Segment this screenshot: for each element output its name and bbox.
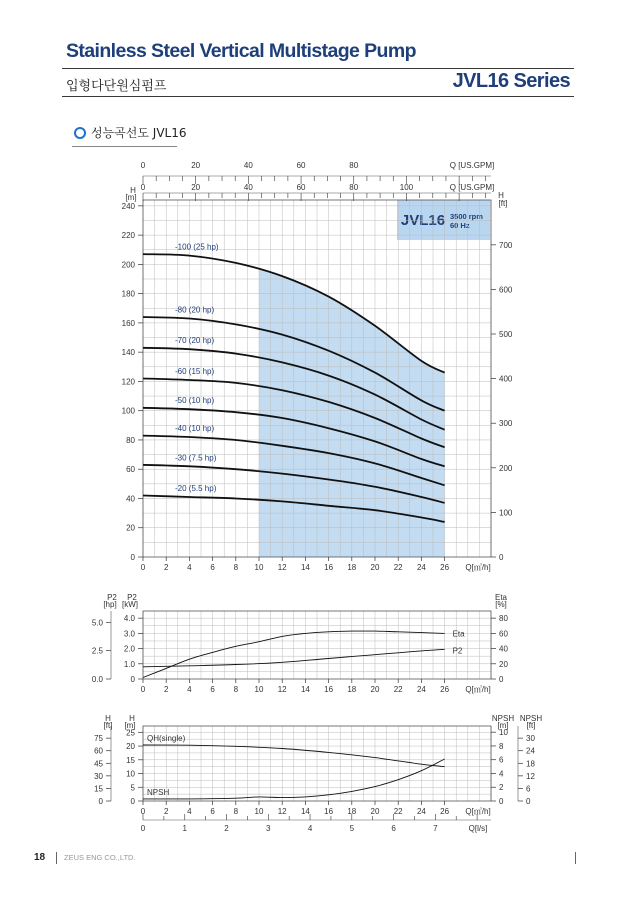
axis-label-y-right: H (498, 191, 504, 200)
ls-axis-tick-label: 2 (224, 824, 229, 833)
footer-divider (56, 852, 57, 864)
tick-label-y-ft: 75 (94, 734, 103, 744)
gpm-axis-upper-tick-label: 40 (243, 161, 253, 170)
tick-label-x: 26 (440, 563, 450, 572)
power-curve-label: P2 (452, 646, 463, 656)
tick-label-x: 24 (416, 685, 426, 694)
axis-label-x: Q[㎥/h] (465, 563, 491, 572)
tick-label-x: 22 (393, 563, 403, 572)
tick-label-y-npsh-ft: 6 (526, 784, 531, 794)
tick-label-y-eta: 20 (499, 659, 508, 669)
axis-unit-npsh-ft: [ft] (526, 721, 536, 730)
tick-label-y-left: 60 (126, 465, 135, 475)
subtitle-korean: 입형다단원심펌프 (66, 79, 167, 94)
tick-label-y-right: 0 (499, 553, 504, 562)
axis-unit-kw: [kW] (122, 600, 138, 609)
tick-label-x: 20 (370, 807, 380, 816)
ls-axis-tick-label: 1 (182, 824, 187, 833)
tick-label-y-hp: 0.0 (91, 675, 103, 684)
tick-label-y-right: 300 (499, 419, 513, 429)
head-curve-label: -50 (10 hp) (175, 396, 215, 406)
axis-label-kw: P2 (127, 593, 137, 602)
tick-label-y-left: 200 (121, 260, 135, 270)
head-curve-label: -40 (10 hp) (175, 424, 215, 434)
axis-label-hp: P2 (107, 593, 117, 602)
tick-label-x: 24 (416, 807, 426, 816)
head-curve-label: -30 (7.5 hp) (175, 453, 217, 463)
axis-unit-npsh-m: [m] (497, 721, 509, 730)
tick-label-x: 6 (210, 685, 215, 694)
tick-label-y-left: 240 (121, 201, 135, 211)
tick-label-x: 20 (370, 563, 380, 572)
tick-label-y-npsh-m: 8 (499, 741, 504, 751)
axis-label-npsh-m: NPSH (491, 714, 515, 723)
tick-label-x: 14 (300, 563, 310, 572)
axis-label-x: Q[㎥/h] (465, 807, 491, 816)
ls-axis-tick-label: 7 (433, 824, 438, 833)
gpm-axis-lower-label: Q [US.GPM] (449, 183, 495, 192)
tick-label-x: 18 (347, 807, 357, 816)
page-title: Stainless Steel Vertical Multistage Pump (66, 40, 416, 62)
tick-label-y-kw: 3.0 (123, 629, 135, 639)
tick-label-y-npsh-m: 4 (499, 769, 504, 779)
gpm-axis-upper-label: Q [US.GPM] (449, 161, 495, 170)
tick-label-x: 26 (440, 685, 450, 694)
tick-label-y-ft: 60 (94, 746, 103, 756)
tick-label-y-m: 20 (126, 742, 135, 752)
axis-unit-y-left: [m] (125, 193, 137, 202)
tick-label-x: 2 (163, 685, 169, 694)
model-rpm: 3500 rpm (450, 212, 483, 221)
tick-label-y-m: 5 (130, 783, 135, 793)
tick-label-y-left: 80 (126, 435, 135, 445)
tick-label-y-npsh-ft: 30 (526, 734, 535, 744)
tick-label-y-right: 100 (499, 508, 513, 518)
qh-single-curve-label: QH(single) (147, 733, 186, 743)
tick-label-y-m: 0 (130, 797, 135, 806)
tick-label-y-kw: 4.0 (123, 614, 135, 624)
head-curve-label: -60 (15 hp) (175, 366, 215, 376)
tick-label-x: 8 (233, 807, 239, 816)
tick-label-x: 4 (187, 685, 192, 694)
tick-label-y-left: 160 (121, 318, 135, 328)
tick-label-y-kw: 2.0 (123, 644, 135, 654)
gpm-axis-lower-tick-label: 20 (191, 183, 201, 192)
axis-label-m: H (129, 714, 135, 723)
tick-label-x: 4 (187, 563, 192, 572)
ls-axis-tick-label: 6 (391, 824, 396, 833)
tick-label-y-right: 700 (499, 240, 513, 250)
tick-label-y-ft: 45 (94, 759, 103, 769)
tick-label-y-m: 15 (126, 755, 135, 765)
tick-label-x: 10 (254, 807, 264, 816)
tick-label-x: 10 (254, 563, 264, 572)
footer-right-divider (575, 852, 576, 864)
model-freq: 60 Hz (450, 221, 470, 230)
tick-label-y-left: 180 (121, 289, 135, 299)
ls-axis-tick-label: 0 (140, 824, 146, 833)
tick-label-y-npsh-m: 6 (499, 755, 504, 765)
tick-label-x: 16 (324, 807, 334, 816)
tick-label-x: 24 (416, 563, 426, 572)
tick-label-x: 22 (393, 807, 403, 816)
tick-label-x: 16 (324, 685, 334, 694)
head-curve-label: -20 (5.5 hp) (175, 484, 217, 494)
tick-label-y-right: 600 (499, 285, 513, 295)
gpm-axis-lower-tick-label: 0 (140, 183, 146, 192)
npsh-curve-label: NPSH (147, 787, 170, 797)
axis-label-x: Q[㎥/h] (465, 685, 491, 694)
tick-label-y-hp: 2.5 (91, 646, 103, 656)
page-number: 18 (34, 852, 46, 863)
tick-label-x: 18 (347, 685, 357, 694)
tick-label-x: 8 (233, 563, 239, 572)
tick-label-x: 26 (440, 807, 450, 816)
gpm-axis-upper-tick-label: 80 (349, 161, 359, 170)
tick-label-x: 6 (210, 563, 215, 572)
axis-unit-eta: [%] (495, 600, 507, 609)
axis-unit-ft: [ft] (103, 721, 113, 730)
axis-unit-m: [m] (124, 721, 136, 730)
tick-label-y-npsh-m: 0 (499, 797, 504, 806)
tick-label-y-left: 220 (121, 231, 135, 241)
gpm-axis-lower-tick-label: 40 (243, 183, 253, 192)
tick-label-y-npsh-m: 10 (499, 728, 508, 738)
tick-label-y-right: 500 (499, 330, 513, 340)
axis-label-y-left: H (130, 186, 136, 195)
tick-label-y-kw: 1.0 (123, 659, 135, 669)
tick-label-x: 10 (254, 685, 264, 694)
tick-label-y-ft: 15 (94, 784, 103, 794)
tick-label-y-left: 140 (121, 348, 135, 358)
tick-label-y-npsh-ft: 0 (526, 797, 531, 806)
gpm-axis-lower-tick-label: 80 (349, 183, 359, 192)
tick-label-x: 4 (187, 807, 192, 816)
axis-label-ft: H (105, 714, 111, 723)
tick-label-y-npsh-ft: 24 (526, 746, 535, 756)
tick-label-y-m: 25 (126, 728, 135, 738)
tick-label-x: 8 (233, 685, 239, 694)
axis-unit-y-right: [ft] (498, 199, 508, 208)
series-label: JVL16 Series (452, 70, 570, 92)
tick-label-y-left: 40 (126, 494, 135, 504)
tick-label-x: 0 (140, 807, 146, 816)
gpm-axis-upper-tick-label: 20 (191, 161, 201, 170)
tick-label-y-eta: 80 (499, 614, 508, 624)
ls-axis-tick-label: 4 (307, 824, 313, 833)
axis-label-npsh-ft: NPSH (519, 714, 543, 723)
tick-label-y-npsh-ft: 12 (526, 771, 535, 781)
section-label: 성능곡선도 JVL16 (91, 126, 187, 140)
tick-label-x: 22 (393, 685, 403, 694)
tick-label-x: 12 (277, 807, 287, 816)
footer-company: ZEUS ENG CO.,LTD. (64, 853, 136, 862)
head-curve-label: -100 (25 hp) (175, 242, 219, 252)
tick-label-y-left: 120 (121, 377, 135, 387)
tick-label-y-left: 100 (121, 406, 135, 416)
tick-label-y-eta: 40 (499, 644, 508, 654)
tick-label-y-hp: 5.0 (91, 618, 103, 628)
gpm-axis-upper-tick-label: 60 (296, 161, 306, 170)
tick-label-x: 18 (347, 563, 357, 572)
tick-label-x: 2 (163, 563, 169, 572)
tick-label-y-ft: 0 (98, 797, 103, 806)
ls-axis-tick-label: 5 (349, 824, 355, 833)
tick-label-x: 16 (324, 563, 334, 572)
axis-unit-hp: [hp] (103, 600, 117, 609)
tick-label-x: 20 (370, 685, 380, 694)
tick-label-y-eta: 0 (499, 675, 504, 684)
tick-label-x: 14 (300, 685, 310, 694)
gpm-axis-lower-tick-label: 100 (399, 183, 414, 192)
ls-axis-label: Q[l/s] (468, 824, 488, 833)
head-curve-label: -70 (20 hp) (175, 336, 215, 346)
tick-label-x: 2 (163, 807, 169, 816)
gpm-axis-upper-tick-label: 0 (140, 161, 146, 170)
tick-label-y-eta: 60 (499, 629, 508, 639)
tick-label-y-m: 10 (126, 769, 135, 779)
tick-label-y-kw: 0 (130, 675, 135, 684)
tick-label-y-right: 200 (499, 463, 513, 473)
axis-label-eta: Eta (494, 593, 508, 602)
tick-label-x: 0 (140, 563, 146, 572)
tick-label-x: 14 (300, 807, 310, 816)
efficiency-curve-label: Eta (452, 629, 465, 639)
tick-label-x: 12 (277, 563, 287, 572)
tick-label-y-npsh-m: 2 (499, 783, 504, 793)
tick-label-x: 0 (140, 685, 146, 694)
tick-label-x: 12 (277, 685, 287, 694)
head-curve-label: -80 (20 hp) (175, 305, 215, 315)
tick-label-y-ft: 30 (94, 771, 103, 781)
tick-label-y-right: 400 (499, 374, 513, 384)
tick-label-y-left: 20 (126, 523, 135, 533)
gpm-axis-lower-tick-label: 60 (296, 183, 306, 192)
tick-label-x: 6 (210, 807, 215, 816)
ls-axis-tick-label: 3 (266, 824, 271, 833)
tick-label-y-npsh-ft: 18 (526, 759, 535, 769)
model-name: JVL16 (400, 212, 446, 229)
tick-label-y-left: 0 (130, 553, 135, 562)
